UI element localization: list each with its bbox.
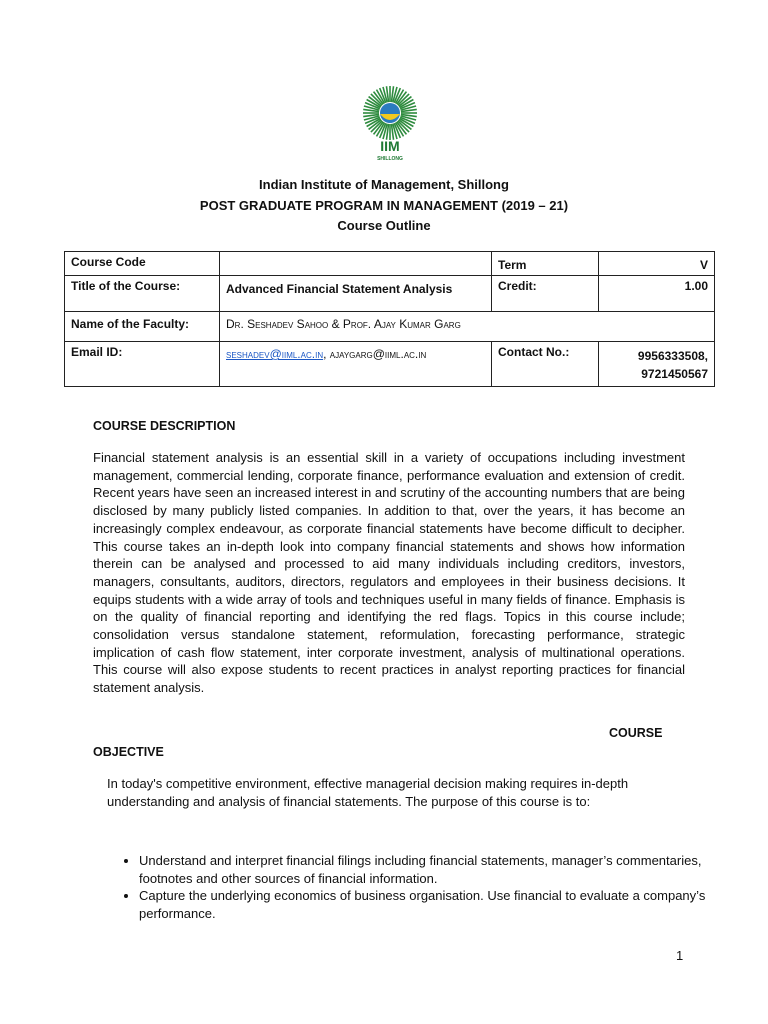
contact-1: 9956333508, <box>637 349 708 363</box>
title-label: Title of the Course: <box>65 276 220 312</box>
term-value: V <box>599 252 715 276</box>
contact-value <box>599 342 715 387</box>
email-value <box>220 342 492 387</box>
email-link-1[interactable]: seshadev@iiml.ac.in <box>226 347 324 361</box>
svg-text:IIM: IIM <box>380 138 400 154</box>
contact-2: 9721450567 <box>641 367 708 381</box>
objective-heading-1: COURSE <box>609 726 663 740</box>
institute-name: Indian Institute of Management, Shillong <box>259 177 509 192</box>
email-label: Email ID: <box>65 342 220 387</box>
credit-value: 1.00 <box>599 276 715 312</box>
course-code-value <box>220 252 492 276</box>
objective-intro: In today's competitive environment, effective managerial decision making requires in-depth understanding and analysis of financial statements. The purpose of this course is to: <box>107 776 629 809</box>
program-name: POST GRADUATE PROGRAM IN MANAGEMENT (2019 – 21) <box>199 198 569 213</box>
course-info-table <box>64 251 715 387</box>
email-2: ajaygarg@iiml.ac.in <box>329 347 427 361</box>
objective-bullet: • Capture the underlying economics of business organisation. Use financial to evaluate a company’s performance. <box>139 887 719 922</box>
svg-text:SHILLONG: SHILLONG <box>377 156 403 162</box>
iim-shillong-logo <box>355 84 425 162</box>
title-value: Advanced Financial Statement Analysis <box>220 276 492 312</box>
objective-list <box>107 852 719 923</box>
course-code-label: Course Code <box>65 252 220 276</box>
faculty-value: Dr. Seshadev Sahoo & Prof. Ajay Kumar Garg <box>220 312 715 342</box>
description-heading: COURSE DESCRIPTION <box>93 419 236 433</box>
objective-heading-2: OBJECTIVE <box>93 745 164 759</box>
page-number: 1 <box>676 948 684 963</box>
description-text: Financial statement analysis is an essential skill in a variety of occupations including investment management, commercial lending, corporate finance, performance evaluation and extension of credit. Recent years have seen an increased interest in and scrutiny of the accounting numbers that are being disclosed by many publicly listed companies. In addition to that, over the years, it has become an increasingly complex endeavour, as corporate financial statements have become difficult to decipher. This course takes an in-depth look into company financial statements and shows how information therein can be analysed and processed to aid many individuals including creditors, investors, managers, consultants, auditors, directors, regulators and employees in their business decisions. It equips students with a wide array of tools and techniques useful in many fields of finance. Emphasis is on the quality of financial reporting and identifying the red flags. Topics in this course include; consolidation versus standalone statement, reformulation, forecasting performance, strategic implication of cash flow statement, inter corporate investment, analysis of multinational operations. This course will also expose students to recent practices in analyst reporting practices for financial statement analysis. <box>93 450 685 696</box>
credit-label: Credit: <box>492 276 599 312</box>
objective-bullet: • Understand and interpret financial filings including financial statements, manager’s commentaries, footnotes and other sources of financial information. <box>139 852 719 887</box>
document-title: Course Outline <box>337 218 431 233</box>
term-label: Term <box>492 252 599 276</box>
faculty-label: Name of the Faculty: <box>65 312 220 342</box>
contact-label: Contact No.: <box>492 342 599 387</box>
email-separator: , <box>323 347 330 361</box>
